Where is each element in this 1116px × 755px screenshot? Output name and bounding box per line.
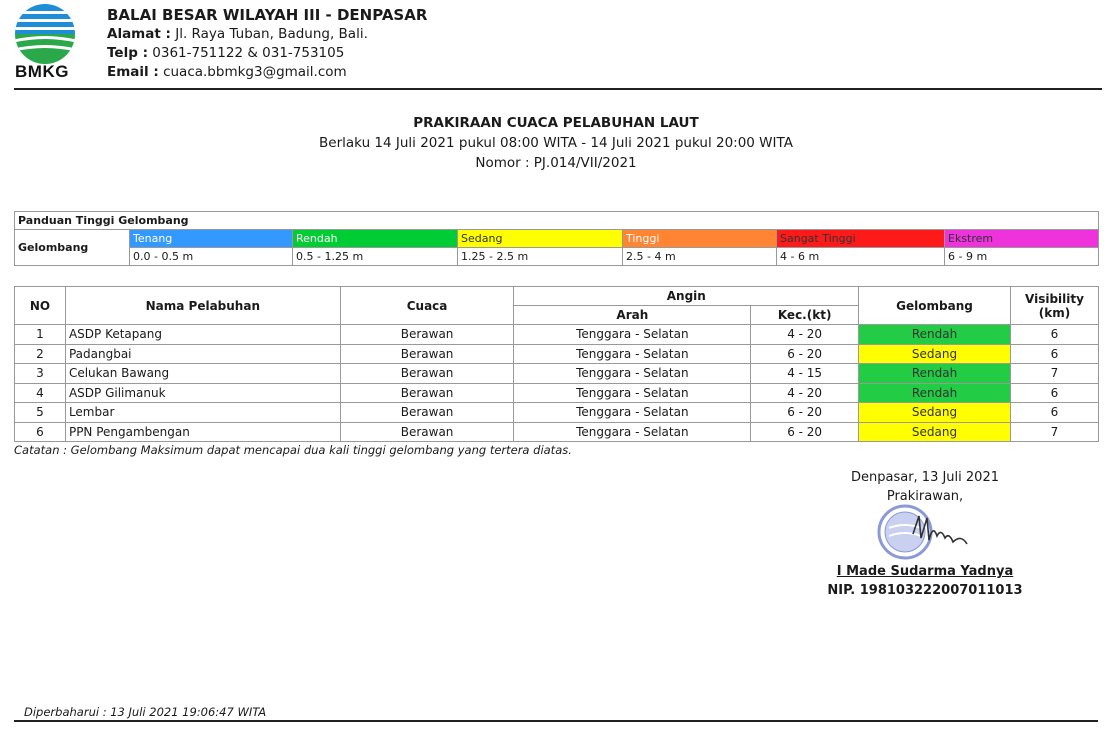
- signer-name: I Made Sudarma Yadnya: [836, 564, 1014, 579]
- signature-block: [820, 468, 1030, 506]
- org-info: [107, 6, 427, 82]
- col-header-port: Nama Pelabuhan: [65, 287, 340, 325]
- signer-block: [780, 562, 1070, 600]
- wave-level-sedang: Sedang: [458, 230, 623, 248]
- forecast-table: [14, 286, 1099, 442]
- cell-no: 2: [15, 344, 66, 364]
- cell-wind-speed: 6 - 20: [751, 344, 859, 364]
- cell-wave: Sedang: [859, 422, 1011, 442]
- wave-range-sangat-tinggi: 4 - 6 m: [777, 248, 945, 266]
- table-row: [15, 344, 1099, 364]
- cell-weather: Berawan: [340, 422, 514, 442]
- cell-wind-speed: 6 - 20: [751, 403, 859, 423]
- signature-role: Prakirawan,: [886, 489, 964, 504]
- cell-weather: Berawan: [340, 383, 514, 403]
- email-line: [107, 63, 427, 82]
- cell-visibility: 6: [1010, 344, 1098, 364]
- phone-line: [107, 44, 427, 63]
- col-header-wind: Angin: [514, 287, 859, 306]
- document-number: Nomor : PJ.014/VII/2021: [475, 155, 637, 171]
- wave-guide-header: Panduan Tinggi Gelombang: [15, 212, 1099, 230]
- cell-wind-direction: Tenggara - Selatan: [514, 422, 751, 442]
- table-row: [15, 403, 1099, 423]
- table-row: [15, 383, 1099, 403]
- email-label: Email :: [107, 64, 159, 80]
- col-header-speed: Kec.(kt): [751, 306, 859, 325]
- org-name: BALAI BESAR WILAYAH III - DENPASAR: [107, 6, 428, 24]
- cell-wave: Rendah: [859, 383, 1011, 403]
- email-value: cuaca.bbmkg3@gmail.com: [163, 64, 347, 80]
- cell-wave: Sedang: [859, 403, 1011, 423]
- cell-wind-speed: 4 - 20: [751, 383, 859, 403]
- cell-wind-speed: 4 - 15: [751, 364, 859, 384]
- cell-wind-speed: 4 - 20: [751, 325, 859, 345]
- wave-guide-row-label: Gelombang: [15, 230, 130, 266]
- validity-period: Berlaku 14 Juli 2021 pukul 08:00 WITA - 14 Juli 2021 pukul 20:00 WITA: [319, 135, 793, 151]
- table-row: [15, 364, 1099, 384]
- cell-port: PPN Pengambengan: [65, 422, 340, 442]
- wave-level-tinggi: Tinggi: [623, 230, 777, 248]
- cell-wave: Rendah: [859, 325, 1011, 345]
- cell-weather: Berawan: [340, 325, 514, 345]
- cell-wind-direction: Tenggara - Selatan: [514, 383, 751, 403]
- cell-no: 5: [15, 403, 66, 423]
- address-line: [107, 25, 427, 44]
- footer-divider: [14, 720, 1098, 722]
- wave-range-tenang: 0.0 - 0.5 m: [130, 248, 293, 266]
- address-value: Jl. Raya Tuban, Badung, Bali.: [175, 26, 368, 42]
- phone-value: 0361-751122 & 031-753105: [152, 45, 345, 61]
- wave-level-rendah: Rendah: [293, 230, 458, 248]
- address-label: Alamat :: [107, 26, 171, 42]
- phone-label: Telp :: [107, 45, 148, 61]
- col-header-weather: Cuaca: [340, 287, 514, 325]
- cell-visibility: 7: [1010, 364, 1098, 384]
- col-header-wave: Gelombang: [859, 287, 1011, 325]
- cell-wave: Rendah: [859, 364, 1011, 384]
- cell-port: Celukan Bawang: [65, 364, 340, 384]
- cell-weather: Berawan: [340, 344, 514, 364]
- signature-place-date: Denpasar, 13 Juli 2021: [850, 470, 999, 485]
- cell-port: ASDP Ketapang: [65, 325, 340, 345]
- col-header-direction: Arah: [514, 306, 751, 325]
- cell-wave: Sedang: [859, 344, 1011, 364]
- wave-level-ekstrem: Ekstrem: [945, 230, 1099, 248]
- cell-port: Lembar: [65, 403, 340, 423]
- table-row: [15, 325, 1099, 345]
- cell-wind-direction: Tenggara - Selatan: [514, 325, 751, 345]
- signature-stamp-icon: [875, 504, 975, 562]
- wave-range-tinggi: 2.5 - 4 m: [623, 248, 777, 266]
- table-row: [15, 422, 1099, 442]
- cell-no: 6: [15, 422, 66, 442]
- cell-weather: Berawan: [340, 364, 514, 384]
- col-header-visibility: Visibility (km): [1010, 287, 1098, 325]
- cell-visibility: 7: [1010, 422, 1098, 442]
- cell-visibility: 6: [1010, 383, 1098, 403]
- document-title-block: [14, 113, 1098, 173]
- document-title: PRAKIRAAN CUACA PELABUHAN LAUT: [413, 115, 699, 131]
- wave-level-sangat-tinggi: Sangat Tinggi: [777, 230, 945, 248]
- cell-wind-direction: Tenggara - Selatan: [514, 344, 751, 364]
- cell-weather: Berawan: [340, 403, 514, 423]
- cell-wind-speed: 6 - 20: [751, 422, 859, 442]
- cell-wind-direction: Tenggara - Selatan: [514, 403, 751, 423]
- cell-visibility: 6: [1010, 403, 1098, 423]
- cell-visibility: 6: [1010, 325, 1098, 345]
- wave-level-tenang: Tenang: [130, 230, 293, 248]
- wave-guide-table: [14, 211, 1099, 266]
- wave-range-rendah: 0.5 - 1.25 m: [293, 248, 458, 266]
- cell-wind-direction: Tenggara - Selatan: [514, 364, 751, 384]
- header-divider: [14, 88, 1102, 90]
- cell-no: 3: [15, 364, 66, 384]
- col-header-no: NO: [15, 287, 66, 325]
- cell-port: Padangbai: [65, 344, 340, 364]
- cell-no: 1: [15, 325, 66, 345]
- cell-port: ASDP Gilimanuk: [65, 383, 340, 403]
- wave-range-sedang: 1.25 - 2.5 m: [458, 248, 623, 266]
- cell-no: 4: [15, 383, 66, 403]
- table-note: Catatan : Gelombang Maksimum dapat mencapai dua kali tinggi gelombang yang tertera diatas.: [14, 443, 572, 457]
- signer-nip: NIP. 198103222007011013: [827, 583, 1023, 598]
- updated-timestamp: Diperbaharui : 13 Juli 2021 19:06:47 WITA: [24, 705, 267, 719]
- logo-text: BMKG: [15, 62, 69, 81]
- wave-range-ekstrem: 6 - 9 m: [945, 248, 1099, 266]
